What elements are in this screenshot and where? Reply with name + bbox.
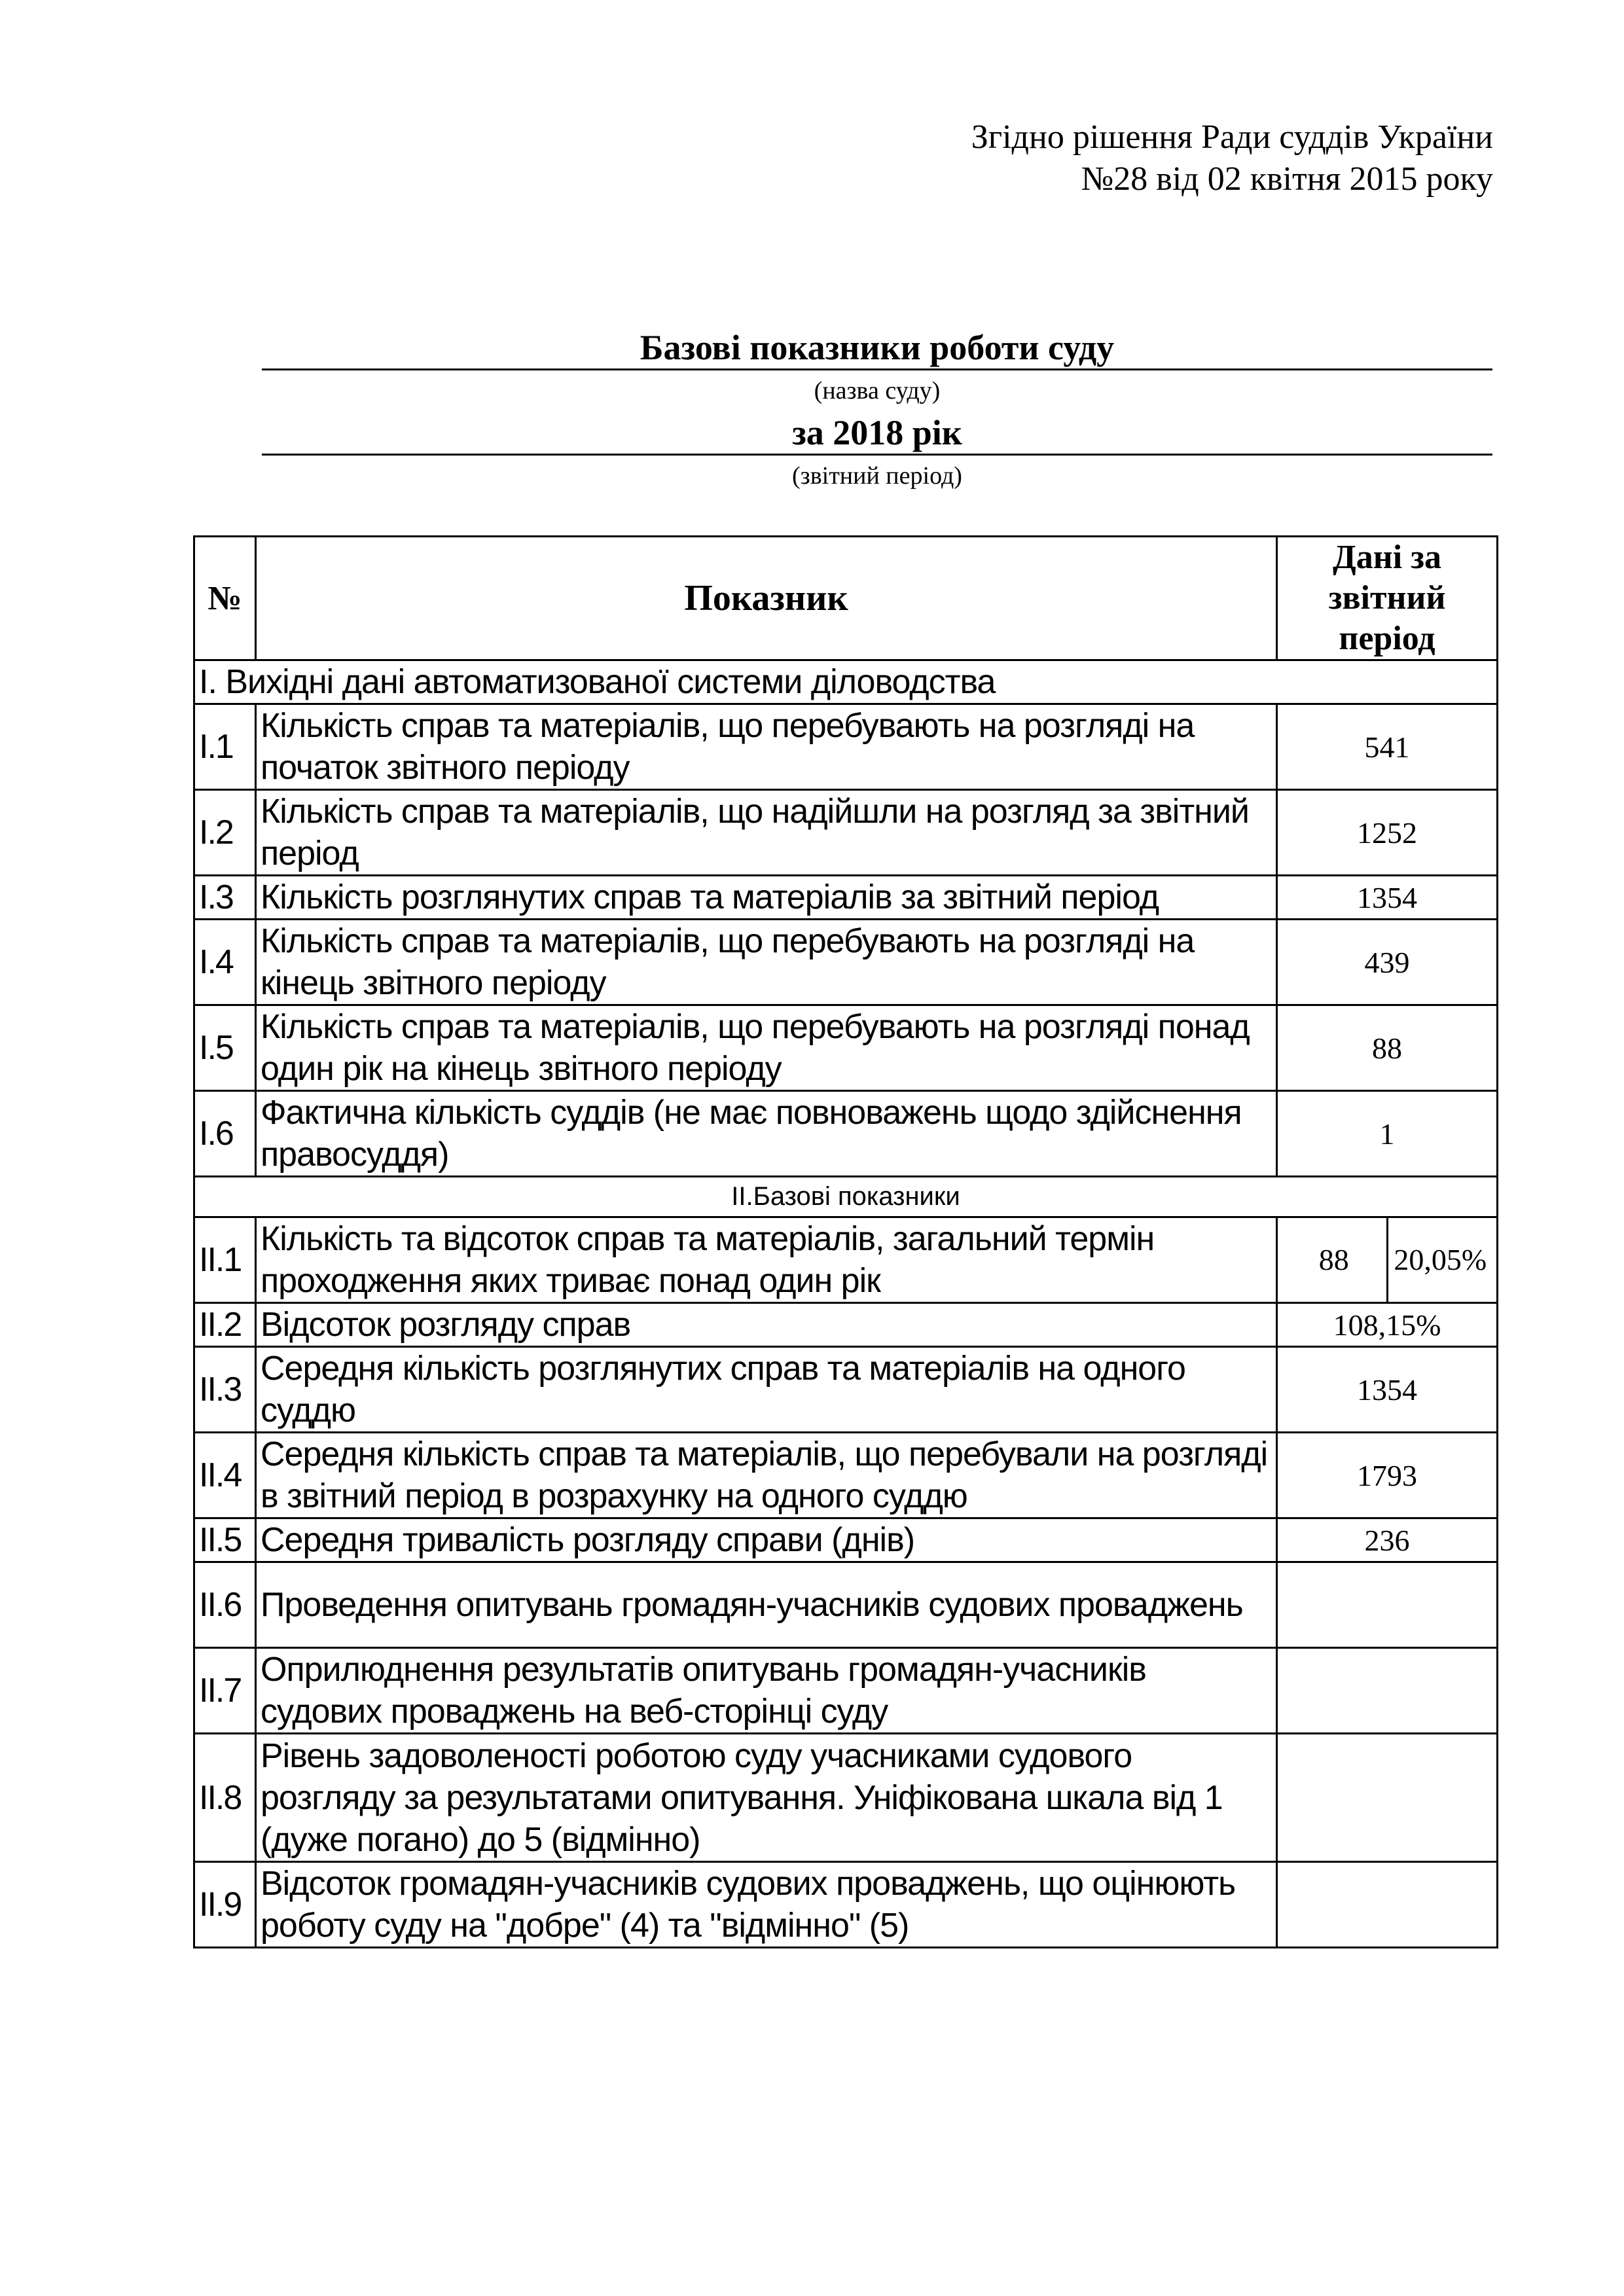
table-row — [194, 790, 1498, 876]
row-num: I.4 — [194, 920, 256, 1005]
table-row — [194, 1648, 1498, 1734]
row-value — [1277, 1648, 1498, 1734]
header-indicator: Показник — [256, 537, 1277, 660]
approval-note-line1: Згідно рішення Ради суддів України — [971, 118, 1493, 156]
table-row — [194, 1518, 1498, 1562]
row-indicator: Фактична кількість суддів (не має повноважень щодо здійснення правосуддя) — [256, 1091, 1277, 1177]
row-indicator: Кількість та відсоток справ та матеріалів, загальний термін проходження яких триває понад один рік — [256, 1217, 1277, 1303]
table-header-row — [194, 537, 1498, 660]
approval-note — [971, 117, 1493, 200]
row-value: 541 — [1277, 704, 1498, 790]
row-value-count: 88 — [1318, 1243, 1349, 1276]
row-indicator: Середня кількість справ та матеріалів, що перебували на розгляді в звітний період в розрахунку на одного суддю — [256, 1433, 1277, 1518]
row-num: II.7 — [194, 1648, 256, 1734]
report-period: за 2018 рік — [792, 413, 962, 452]
row-value: 1354 — [1277, 1347, 1498, 1433]
row-value — [1277, 1562, 1498, 1648]
row-num: I.1 — [194, 704, 256, 790]
header-num: № — [194, 537, 256, 660]
row-value: 1252 — [1277, 790, 1498, 876]
table-row — [194, 1303, 1498, 1347]
row-num: II.6 — [194, 1562, 256, 1648]
table-row — [194, 1562, 1498, 1648]
table-row — [194, 1347, 1498, 1433]
row-value: 1793 — [1277, 1433, 1498, 1518]
row-value: 108,15% — [1277, 1303, 1498, 1347]
row-indicator: Середня кількість розглянутих справ та матеріалів на одного суддю — [256, 1347, 1277, 1433]
table-row — [194, 1005, 1498, 1091]
section2-title: II.Базові показники — [194, 1177, 1498, 1217]
row-indicator: Оприлюднення результатів опитувань громадян-учасників судових проваджень на веб-сторінці суду — [256, 1648, 1277, 1734]
section1-row — [194, 660, 1498, 704]
row-indicator: Кількість справ та матеріалів, що перебувають на розгляді понад один рік на кінець звітного періоду — [256, 1005, 1277, 1091]
row-indicator: Кількість справ та матеріалів, що перебувають на розгляді на початок звітного періоду — [256, 704, 1277, 790]
document-title: Базові показники роботи суду — [640, 328, 1115, 367]
period-line — [262, 454, 1492, 456]
row-indicator: Кількість розглянутих справ та матеріалів за звітний період — [256, 876, 1277, 920]
row-num: I.5 — [194, 1005, 256, 1091]
row-num: II.1 — [194, 1217, 256, 1303]
table-row — [194, 1862, 1498, 1948]
row-indicator: Кількість справ та матеріалів, що надійшли на розгляд за звітний період — [256, 790, 1277, 876]
row-indicator: Відсоток розгляду справ — [256, 1303, 1277, 1347]
row-indicator: Кількість справ та матеріалів, що перебувають на розгляді на кінець звітного періоду — [256, 920, 1277, 1005]
table-row — [194, 876, 1498, 920]
table-row — [194, 920, 1498, 1005]
row-value: 439 — [1277, 920, 1498, 1005]
table-row — [194, 1734, 1498, 1862]
section1-body — [194, 704, 1498, 1177]
row-num: II.8 — [194, 1734, 256, 1862]
approval-note-line2: №28 від 02 квітня 2015 року — [1081, 160, 1493, 198]
table-row — [194, 1217, 1498, 1303]
header-value: Дані за звітний період — [1277, 537, 1498, 660]
row-value-split — [1277, 1217, 1498, 1303]
row-value — [1277, 1734, 1498, 1862]
row-num: I.6 — [194, 1091, 256, 1177]
court-name-line — [262, 368, 1492, 370]
indicators-table — [193, 535, 1498, 1948]
period-caption: (звітний період) — [792, 462, 962, 490]
section2-body — [194, 1303, 1498, 1948]
row-indicator: Проведення опитувань громадян-учасників судових проваджень — [256, 1562, 1277, 1648]
row-num: I.3 — [194, 876, 256, 920]
table-row — [194, 1433, 1498, 1518]
row-indicator: Середня тривалість розгляду справи (днів) — [256, 1518, 1277, 1562]
row-indicator: Рівень задоволеності роботою суду учасниками судового розгляду за результатами опитування. Уніфікована шкала від 1 (дуже погано) до 5 (відмінно) — [256, 1734, 1277, 1862]
table-row — [194, 704, 1498, 790]
court-name-caption: (назва суду) — [814, 377, 941, 404]
table-row — [194, 1091, 1498, 1177]
row-value: 1 — [1277, 1091, 1498, 1177]
section2-row — [194, 1177, 1498, 1217]
row-value: 88 — [1277, 1005, 1498, 1091]
row-num: II.3 — [194, 1347, 256, 1433]
section1-title: I. Вихідні дані автоматизованої системи діловодства — [194, 660, 1498, 704]
row-value: 1354 — [1277, 876, 1498, 920]
row-num: II.9 — [194, 1862, 256, 1948]
row-indicator: Відсоток громадян-учасників судових проваджень, що оцінюють роботу суду на "добре" (4) та "відмінно" (5) — [256, 1862, 1277, 1948]
row-value: 236 — [1277, 1518, 1498, 1562]
row-value-percent: 20,05% — [1386, 1218, 1493, 1302]
row-num: II.4 — [194, 1433, 256, 1518]
row-num: II.2 — [194, 1303, 256, 1347]
row-num: II.5 — [194, 1518, 256, 1562]
row-num: I.2 — [194, 790, 256, 876]
row-value — [1277, 1862, 1498, 1948]
